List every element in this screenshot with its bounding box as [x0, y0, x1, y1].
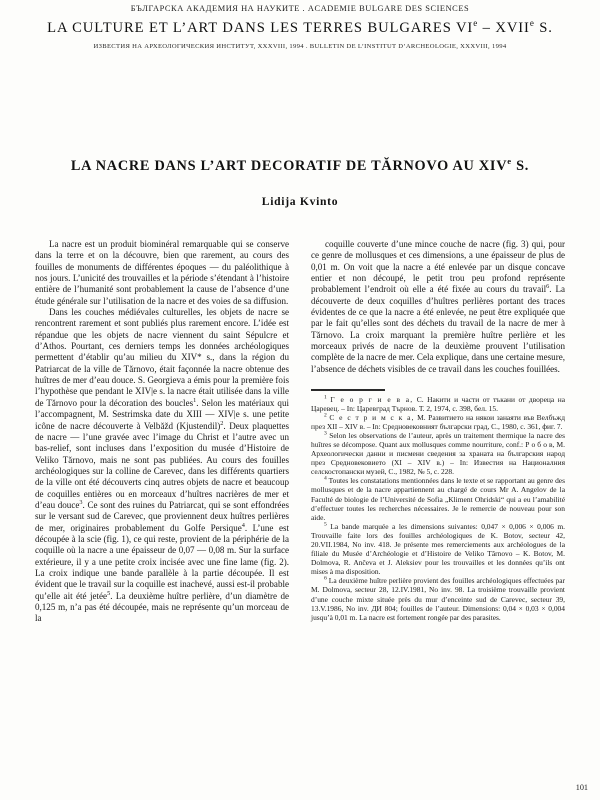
footnote-item: $^5$ La bande marquée a les dimensions suivantes: 0,047 × 0,006 × 0,006 m. Trouvaille faite lors des fouilles archéologiques de K. Botov, secteur 42, 20.VII.1984, No inv. 418. Je présente mes remerciements aux archéologues de la filiale du Musée d’Archéologie et d’Histoire de Veliko Tărnovo – K. Botov, M. Dolmova, R. Ančeva et J. Aleksiev pour les trouvailles et les données qu’ils ont mises à ma disposition. — [311, 521, 565, 577]
masthead-series-title-a: LA CULTURE ET L’ART DANS LES TERRES BULGARES VI — [47, 19, 474, 36]
footnote-item: $^6$ La deuxième huître perlière provient des fouilles archéologiques effectuées par M. Dolmova, secteur 28, 12.IV.1981, No inv. 98. La troisième trouvaille provient d’une couche mixte située près du mur d’enceinte sud de Carevec, secteur 39, 13.V.1986, No inv. ДИ 804; fouilles de l’auteur. Dimensions: 0,04 × 0,03 × 0,004 jusqu’à 0,01 m. La nacre est fortement rongée par des parasites. — [311, 575, 565, 622]
masthead-series-title-c: S. — [534, 19, 553, 36]
masthead-academy-line: БЪЛГАРСКА АКАДЕМИЯ НА НАУКИТЕ . ACADEMIE BULGARE DES SCIENCES — [130, 4, 470, 13]
footnote-list — [311, 395, 565, 622]
article-title-block — [0, 156, 600, 208]
page-title-sup: e — [507, 155, 512, 166]
page-number: 101 — [575, 783, 588, 792]
paragraph: La nacre est un produit biominéral remarquable qui se conserve dans la terre et on la découvre, bien que rarement, au cours des fouilles de monuments de différentes époques — du paléolithique à nos jours. L’unicité des trouvailles et la période s’étendant à l’histoire entière de l’humanité sont probablement la cause de l’absence d’une étude générale sur l’utilisation de la nacre et des voies de sa diffusion. — [35, 239, 289, 306]
masthead-series-title — [0, 18, 600, 37]
paragraph: coquille couverte d’une mince couche de nacre (fig. 3) qui, pour ce genre de mollusques et ces dimensions, a une épaisseur de plus de 0,01 m. On voit que la nacre a été enlevée par un disque concave entier et non découpé, le petit trou peu profond représente probablement l’endroit où elle a été fixée au cours du travail$^6$. La découverte de deux coquilles d’huîtres perlières portant des traces évidentes de ce que la nacre a été enlevée, ne peut être expliquée que par le fait qu’elles sont des déchets du travail de la nacre de mer à Tărnovo. La croix marquant la première huître perlière et les morceaux privés de nacre de la deuxième prouvent l’utilisation complète de la nacre de mer. Cela explique, dans une certaine mesure, l’absence de déchets visibles de ce travail dans les couches fouillées. — [311, 239, 565, 374]
footnote-item: $^4$ Toutes les constatations mentionnées dans le texte et se rapportant au genre des mollusques et de la nacre appartiennent au chargé de cours Mr A. Angelov de la Faculté de biologie de l’Université de Sofia „Kliment Ohridski“ qui a eu l’amabilité d’effectuer toutes les recherches nécessaires. Je le remercie de nouveau pour son aide. — [311, 475, 565, 522]
masthead-sup-1: e — [473, 18, 479, 28]
journal-masthead — [0, 0, 600, 50]
page-title-tail: S. — [511, 157, 530, 174]
page-title — [0, 156, 600, 175]
footnote-item: $^3$ Selon les observations de l’auteur, après un traitement thermique la nacre des huîtres se décompose. Quant aux mollusques comme nourriture, conf.: Р о б о в, М. Археологически данни и писмени сведения за храната на българския народ през Средновековието (XI – XIV в.) – In: Известия на Националния селскостопански музей, С., 1982, № 5, с. 228. — [311, 430, 565, 477]
left-column — [35, 239, 289, 625]
footnote-item: $^1$ Г е о р г и е в а, С. Накити и части от тъкани от двореца на Царевец. – In: Царевград Търнов. Т. 2, 1974, с. 398, бел. 15. — [311, 394, 565, 413]
masthead-series-title-b: – XVII — [478, 19, 530, 36]
paragraph: Dans les couches médiévales culturelles, les objets de nacre se rencontrent rarement et sont publiés plus rarement encore. L’idée est répandue que les objets de nacre viennent du saint Sépulcre et d’Athos. Pourtant, ces derniers temps les données archéologiques permettent d’établir qu’au milieu du XIV* s., dans la région du Patriarcat de la ville de Tărnovo, était façonnée la nacre obtenue des huîtres de mer d’eau douce. S. Georgieva a émis pour la première fois l’hypothèse que pendant le XIV|e s. la nacre était utilisée dans la ville de Tărnovo pour la décoration des boucles$^1$. Selon les matériaux qui l’accompagnent, M. Sestrimska date du XIII — XIV|e s. une petite icône de nacre découverte à Velbăžd (Kjustendil)$^2$. Deux plaquettes de nacre — l’une gravée avec l’image du Christ et l’autre avec un bas-relief, sont incluses dans l’exposition du musée d’Histoire de Veliko Tărnovo, mais ne sont pas publiées. Au cours des fouilles archéologiques sur la colline de Carevec, dans les différents quartiers de la ville ont été découverts cinq autres objets de nacre et beaucoup de coquilles entières ou en morceaux d’huîtres nacrières de mer et d’eau douce$^3$. Ce sont des ruines du Patriarcat, qui se sont effondrées sur le versant sud de Carevec, que proviennent deux huîtres perlières de mer, originaires probablement du Golfe Persique$^4$. L’une est découpée à la scie (fig. 1), ce qui reste, provient de la périphérie de la coquille où la nacre a une épaisseur de 0,07 — 0,08 m. Sur la surface extérieure, il y a une petite croix incisée avec une fine lame (fig. 2). La croix indique une bande parallèle à la partie découpée. Il est évident que le travail sur la coquille est inachevé, aussi est-il probable qu’elle ait été jetée$^5$. La deuxième huître perlière, d’un diamètre de 0,125 m, n’a pas été découpée, mais ne représente qu’un morceau de la — [35, 307, 289, 624]
masthead-bulletin-line: ИЗВЕСТИЯ НА АРХЕОЛОГИЧЕСКИЯ ИНСТИТУТ, XXXVIII, 1994 . BULLETIN DE L’INSTITUT D’ARCHEOLOGIE, XXXVIII, 1994 — [93, 42, 507, 50]
footnote-separator-rule — [311, 389, 385, 390]
article-author: Lidija Kvinto — [261, 194, 339, 208]
footnote-item: $^2$ С е с т р и м с к а, М. Развитието на някои занаяти във Велбъжд през XII – XIV в. – In: Средновековният български град, С., 1980, с. 361, фиг. 7. — [311, 412, 566, 431]
masthead-sup-2: e — [529, 18, 535, 28]
two-column-body — [35, 239, 565, 625]
right-column — [311, 239, 565, 625]
page-title-main: LA NACRE DANS L’ART DECORATIF DE TĂRNOVO AU XIV — [70, 157, 508, 174]
